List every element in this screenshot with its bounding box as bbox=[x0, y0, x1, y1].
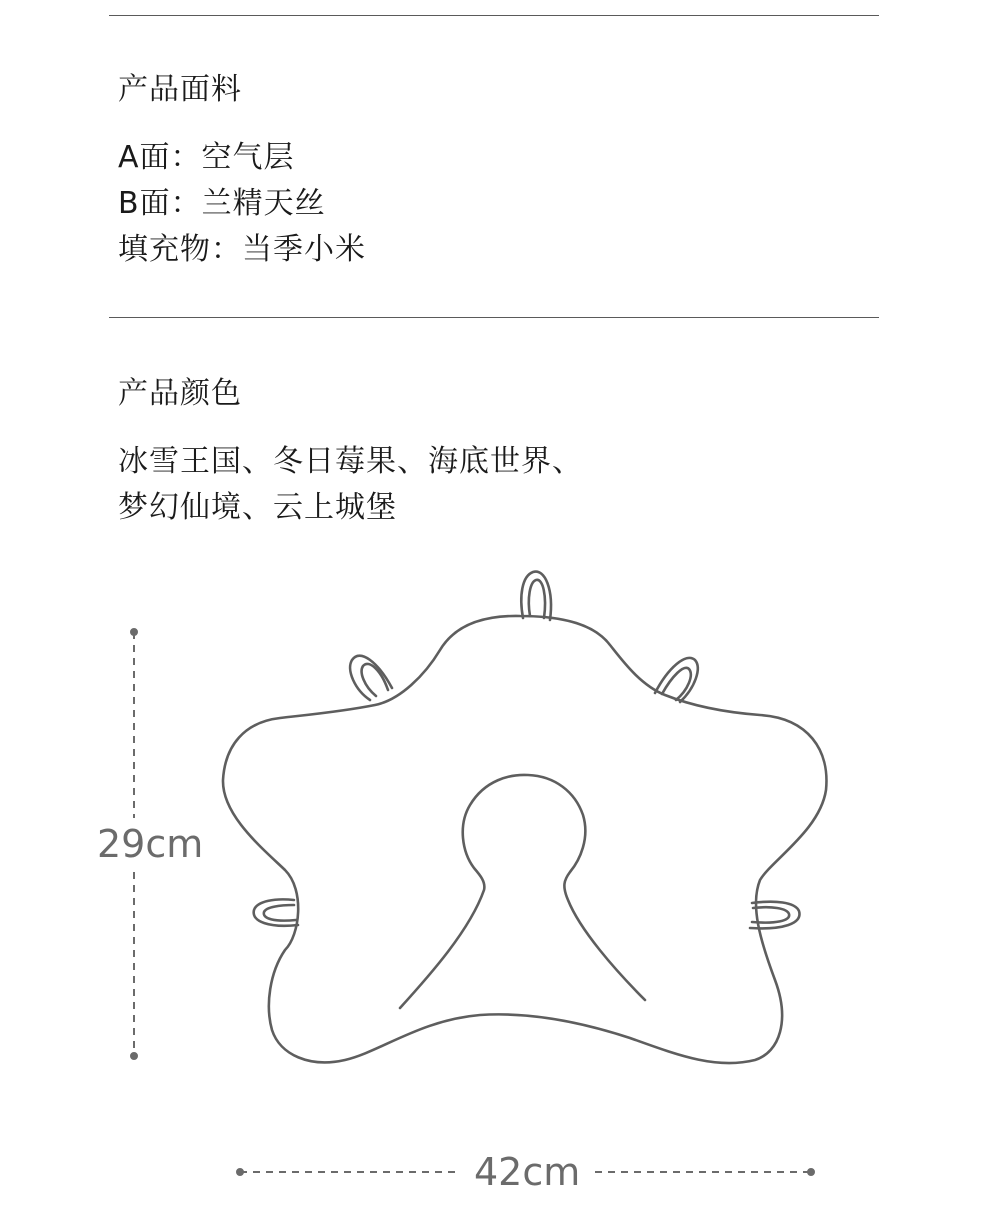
height-dimension-top-dot bbox=[131, 629, 137, 635]
width-dimension-left-dot bbox=[237, 1169, 243, 1175]
colors-line-1: 冰雪王国、冬日莓果、海底世界、 bbox=[118, 444, 583, 479]
width-label: 42cm bbox=[474, 1150, 581, 1194]
pillow-outline bbox=[223, 616, 826, 1063]
upper-right-loop bbox=[655, 658, 698, 702]
fabric-heading: 产品面料 bbox=[118, 72, 242, 107]
left-loop bbox=[254, 899, 298, 925]
width-dimension-right-dot bbox=[808, 1169, 814, 1175]
height-label: 29cm bbox=[97, 822, 204, 866]
colors-line-2: 梦幻仙境、云上城堡 bbox=[118, 490, 397, 525]
fabric-side-a: A面：空气层 bbox=[118, 140, 295, 175]
fabric-side-b: B面：兰精天丝 bbox=[118, 186, 326, 221]
fabric-filling: 填充物：当季小米 bbox=[118, 232, 366, 267]
upper-left-loop bbox=[350, 656, 392, 700]
top-loop bbox=[521, 572, 551, 620]
height-dimension-bottom-dot bbox=[131, 1053, 137, 1059]
colors-heading: 产品颜色 bbox=[118, 376, 242, 411]
head-cutout bbox=[400, 775, 645, 1008]
